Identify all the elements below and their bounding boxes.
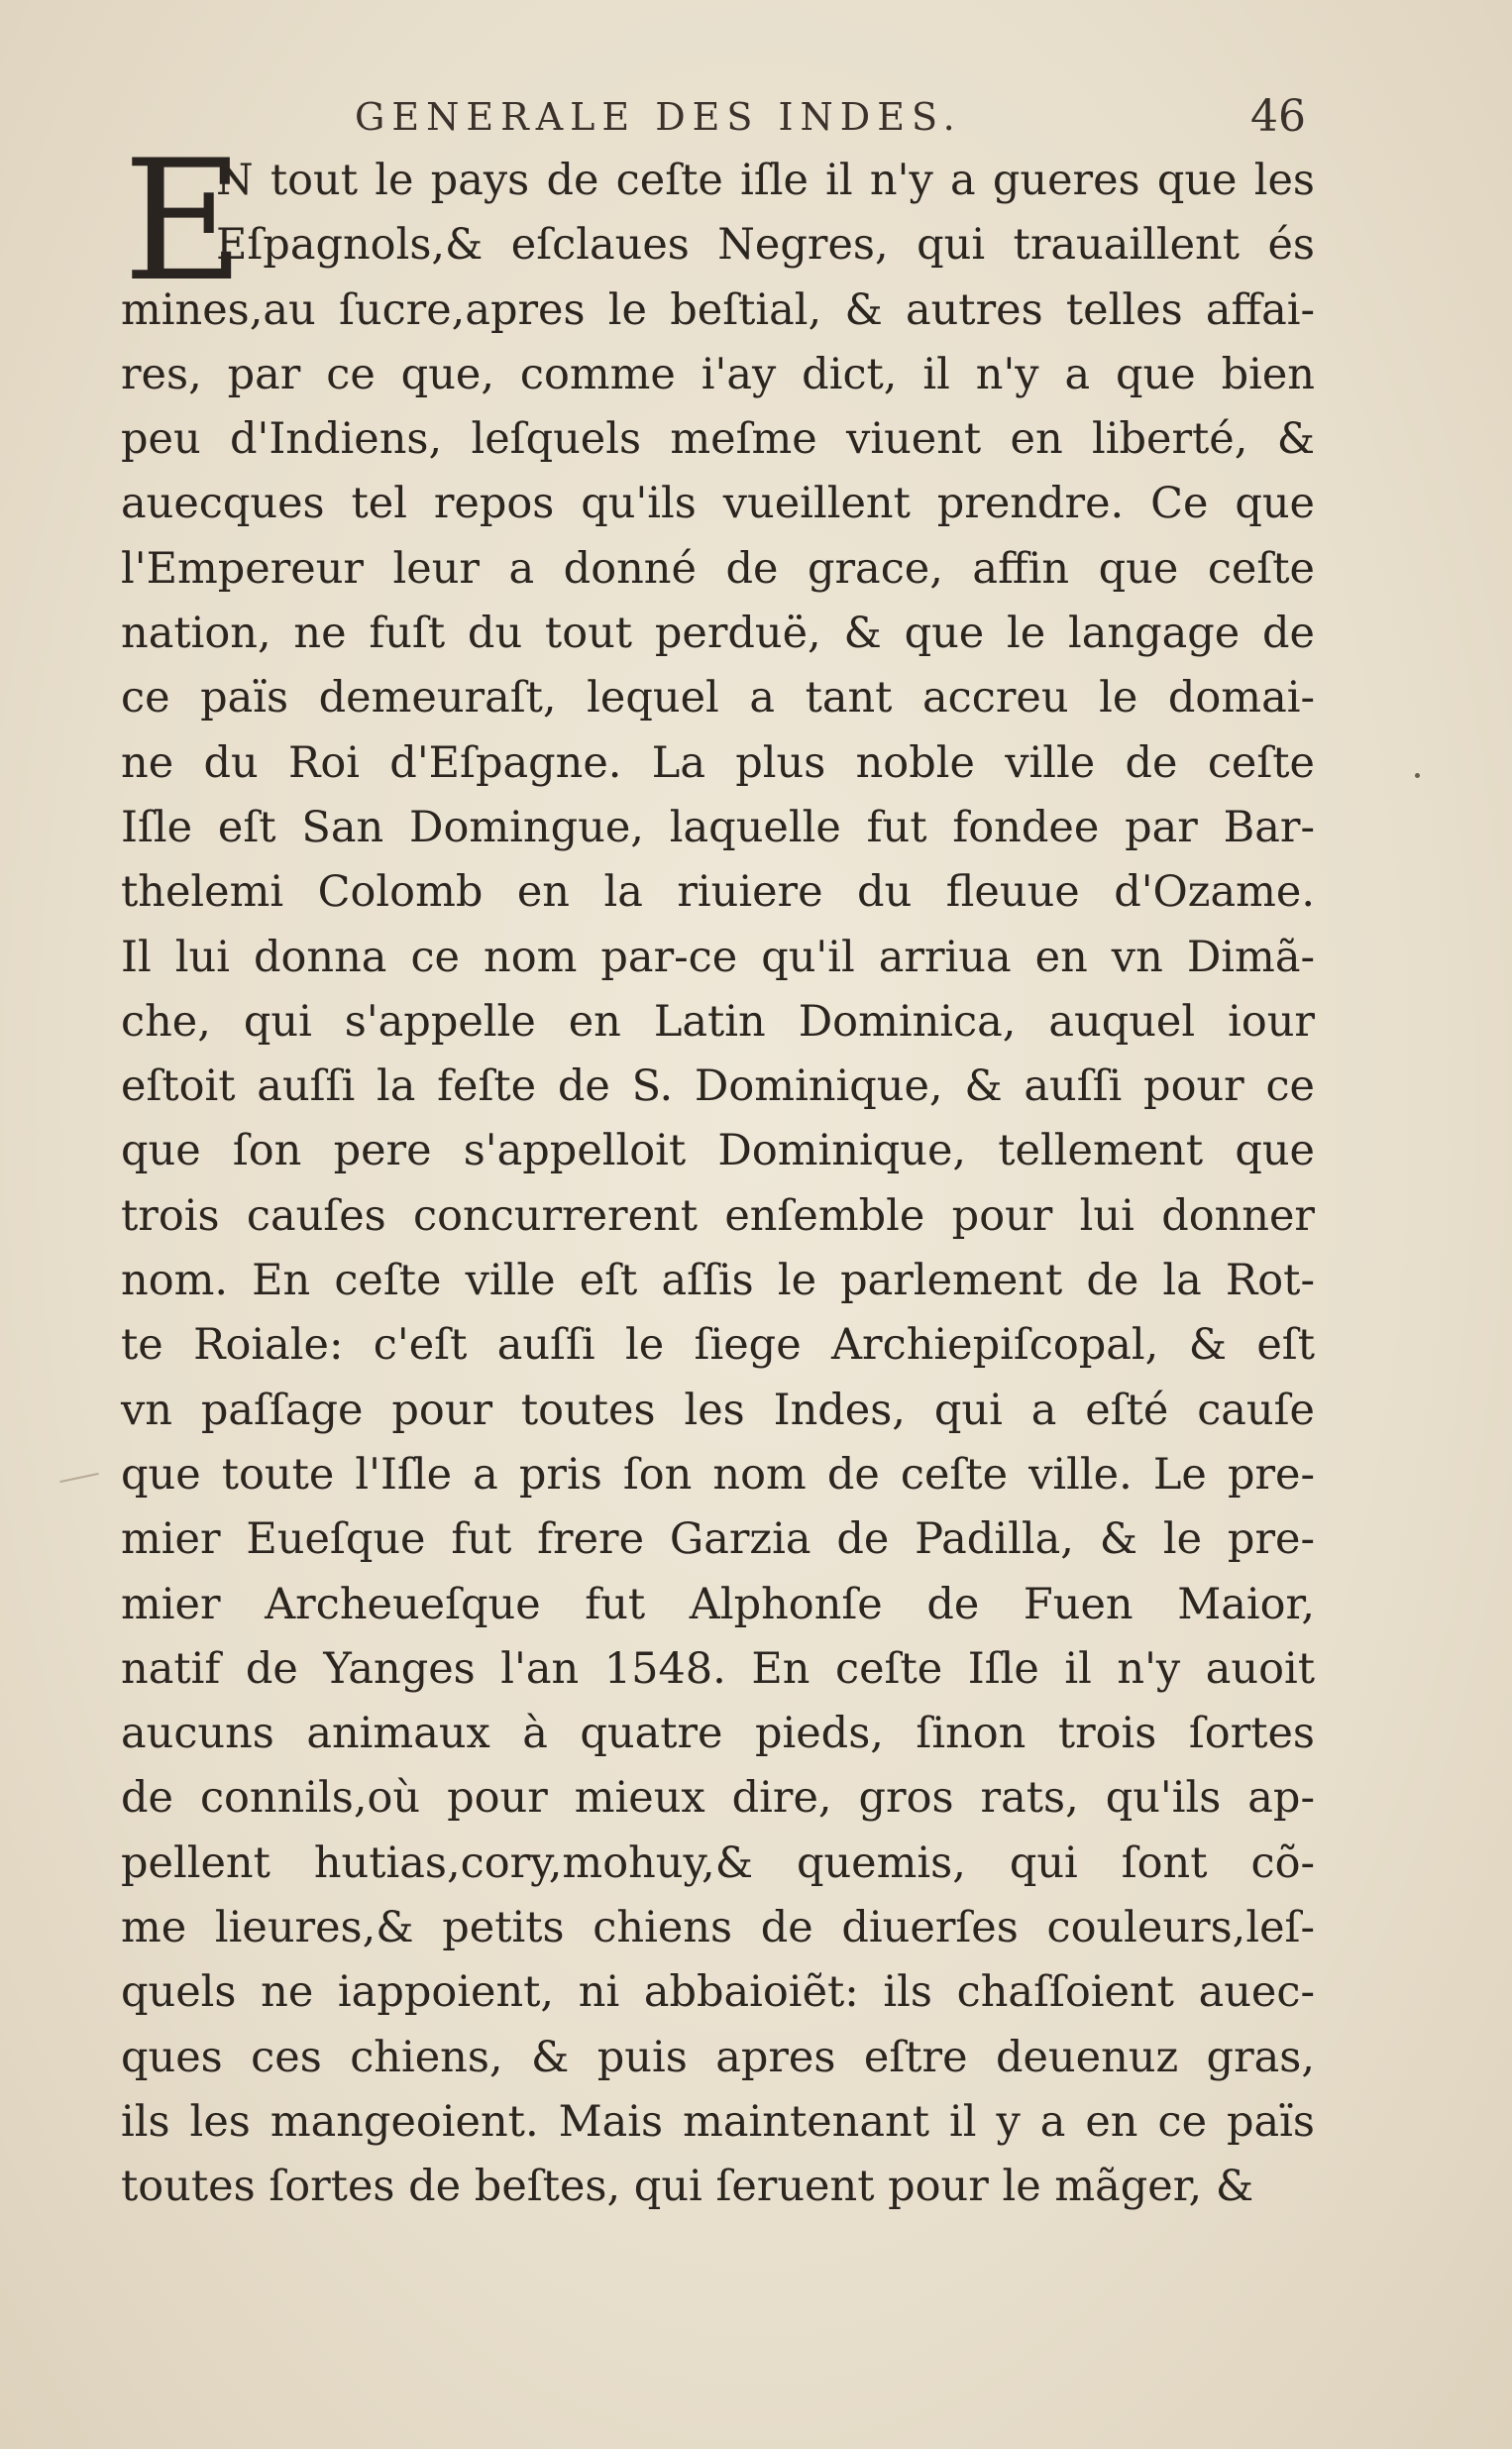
text-line: eſtoit auſſi la feſte de S. Dominique, & auſſi pour ce — [121, 1061, 1315, 1112]
text-line: nom. En ceſte ville eſt aſſis le parlement de la Rot- — [121, 1256, 1315, 1306]
text-line: ques ces chiens, & puis apres eſtre deuenuz gras, — [121, 2032, 1315, 2082]
text-line: te Roiale: c'eſt auſſi le ſiege Archiepiſcopal, & eſt — [121, 1320, 1315, 1371]
text-line: toutes ſortes de beſtes, qui ſeruent pour le mãger, & — [121, 2162, 1254, 2212]
text-line: me lieures,& petits chiens de diuerſes couleurs,leſ- — [121, 1903, 1315, 1953]
text-line: Eſpagnols,& eſclaues Negres, qui trauaillent és — [216, 220, 1315, 271]
text-line: vn paſſage pour toutes les Indes, qui a eſté cauſe — [121, 1385, 1315, 1435]
text-line: mines,au ſucre,apres le beſtial, & autres telles affai- — [121, 284, 1315, 335]
text-line: quels ne iappoient, ni abbaioiẽt: ils chaſſoient auec- — [121, 1967, 1315, 2018]
text-line: pellent hutias,cory,mohuy,& quemis, qui ſont cõ- — [121, 1837, 1315, 1888]
text-line: che, qui s'appelle en Latin Dominica, auquel iour — [121, 996, 1315, 1047]
body-text — [121, 124, 1315, 2220]
text-line: peu d'Indiens, leſquels meſme viuent en liberté, & — [121, 414, 1315, 465]
margin-speck — [1415, 773, 1420, 778]
text-line: que toute l'Iſle a pris ſon nom de ceſte ville. Le pre- — [121, 1449, 1315, 1500]
text-line: N tout le pays de ceſte iſle il n'y a gueres que les — [216, 156, 1315, 205]
text-line: nation, ne fuſt du tout perduë, & que le langage de — [121, 609, 1315, 659]
text-line: Iſle eſt San Domingue, laquelle fut fondee par Bar- — [121, 802, 1315, 852]
text-line: mier Eueſque fut frere Garzia de Padilla, & le pre- — [121, 1514, 1315, 1565]
drop-cap: E — [123, 124, 245, 318]
text-line: l'Empereur leur a donné de grace, affin que ceſte — [121, 543, 1315, 594]
text-line: aucuns animaux à quatre pieds, ſinon trois ſortes — [121, 1709, 1315, 1759]
text-line: que ſon pere s'appelloit Dominique, tellement que — [121, 1126, 1315, 1176]
text-line: thelemi Colomb en la riuiere du fleuue d'Ozame. — [121, 867, 1315, 918]
text-line: natif de Yanges l'an 1548. En ceſte Iſle il n'y auoit — [121, 1643, 1315, 1694]
text-line: ce païs demeuraſt, lequel a tant accreu le domai- — [121, 673, 1315, 724]
running-head: GENERALE DES INDES. — [355, 95, 962, 139]
text-line: Il lui donna ce nom par-ce qu'il arriua en vn Dimã- — [121, 932, 1315, 982]
paper-stain — [59, 1473, 99, 1483]
text-line: auecques tel repos qu'ils vueillent prendre. Ce que — [121, 479, 1315, 529]
text-line: de connils,où pour mieux dire, gros rats, qu'ils ap- — [121, 1773, 1315, 1824]
text-line: ne du Roi d'Eſpagne. La plus noble ville de ceſte — [121, 737, 1315, 788]
text-line: ils les mangeoient. Mais maintenant il y a en ce païs — [121, 2096, 1315, 2147]
text-line: res, par ce que, comme i'ay dict, il n'y a que bien — [121, 349, 1315, 399]
text-line: mier Archeueſque fut Alphonſe de Fuen Maior, — [121, 1579, 1315, 1629]
page-number: 46 — [1250, 91, 1306, 142]
text-line: trois cauſes concurrerent enſemble pour lui donner — [121, 1190, 1315, 1241]
